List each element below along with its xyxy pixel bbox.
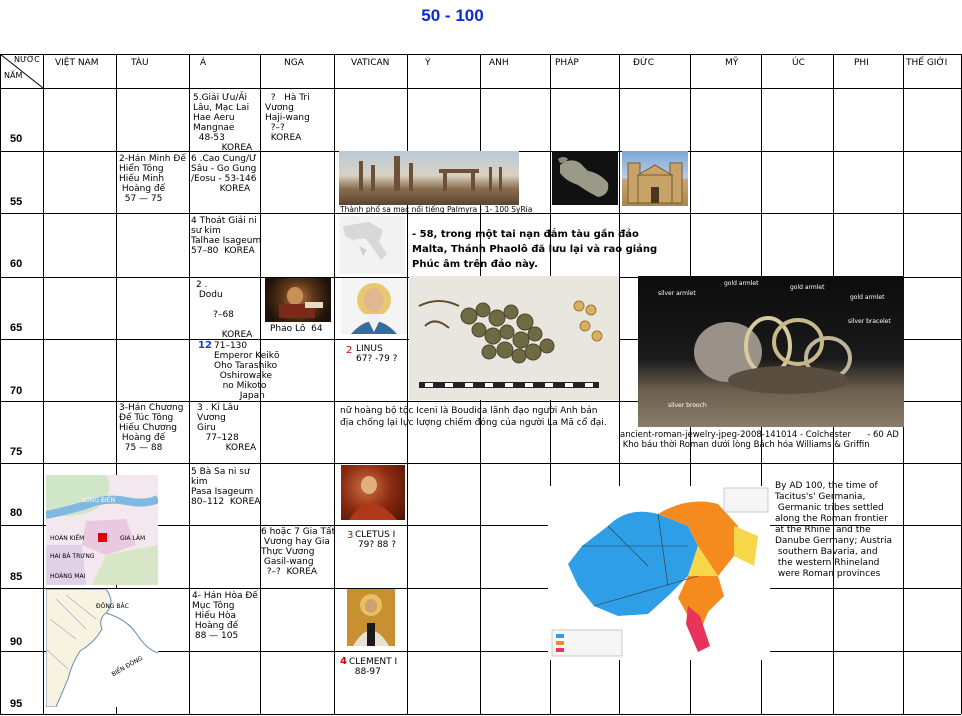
- cell-clement: CLEMENT I 88-97: [349, 657, 398, 677]
- cell-a-japan: [194, 341, 279, 401]
- corner-bottom-label: NĂM: [4, 71, 23, 80]
- linus-number: 2: [346, 345, 353, 356]
- header-11: ÚC: [792, 58, 805, 68]
- grid-column-line: [334, 54, 335, 714]
- year-label: 75: [10, 446, 23, 458]
- map-label-bien-dong: BIỂN ĐÔNG: [110, 654, 145, 679]
- grid-column-line: [43, 54, 44, 714]
- year-label: 70: [10, 385, 23, 397]
- year-label: 55: [10, 196, 23, 208]
- grid-row-line: [0, 714, 961, 715]
- label-silver-bracelet: silver bracelet: [848, 318, 891, 325]
- cell-tau-minh: 2-Hán Minh Đế Hiển Tông Hiếu Minh Hoàng đế 57 — 75: [119, 154, 186, 204]
- japan-text: 71–130 Emperor Keikō Oho Tarashiko Oshirowake no Mikoto Japan: [214, 341, 280, 401]
- cell-nga-1: ? Hà Tri Vương Haji-wang ?–? KOREA: [265, 93, 310, 143]
- cletus-painting: [341, 465, 405, 520]
- map-label-hoang-mai: HOÀNG MAI: [50, 573, 86, 580]
- cell-linus: LINUS 67? -79 ?: [356, 344, 398, 364]
- cell-a-korea-1: 5.Giải Ưu/Ải Lâu, Mạc Lai Hae Aeru Mangnae 48-53 KOREA: [193, 93, 253, 153]
- japan-number: 12: [198, 340, 212, 351]
- north-vietnam-map-image: [46, 589, 158, 707]
- palmyra-photo: [339, 151, 519, 205]
- header-4: NGA: [284, 58, 304, 68]
- header-12: PHI: [854, 58, 869, 68]
- page-title: 50 - 100: [421, 6, 484, 25]
- map-label-gia-lam: GIA LÂM: [120, 535, 146, 542]
- roman-coins-photo: [409, 276, 619, 400]
- label-gold-armlet-1: gold armlet: [724, 280, 759, 287]
- year-label: 60: [10, 258, 23, 270]
- corner-cell: [0, 54, 43, 88]
- paul-painting: [265, 278, 331, 322]
- label-gold-armlet-3: gold armlet: [850, 294, 885, 301]
- header-2: TÀU: [131, 58, 149, 68]
- header-10: MỸ: [725, 58, 739, 68]
- header-3: Á: [200, 58, 207, 68]
- year-label: 50: [10, 133, 23, 145]
- cell-tau-chuong: 3-Hán Chương Đế Túc Tông Hiếu Chương Hoàng đế 75 — 88: [119, 403, 184, 453]
- label-gold-armlet-2: gold armlet: [790, 284, 825, 291]
- malta-note: - 58, trong một tai nạn đắm tàu gần đảo Malta, Thánh Phaolô đã lưu lại và rao giảng Phúc âm trên đảo này.: [412, 229, 658, 270]
- cell-tau-hoa: 4- Hán Hòa Đế Mục Tông Hiếu Hòa Hoàng đế 88 — 105: [192, 591, 258, 641]
- year-label: 90: [10, 636, 23, 648]
- grid-column-line: [189, 54, 190, 714]
- boudica-note: nữ hoàng bộ tộc Iceni là Boudica lãnh đạo người Anh bản địa chống lại lực lượng chiếm đóng của người La Mã cổ đại.: [340, 406, 607, 428]
- palmyra-caption: Thành phố sa mạc nổi tiếng Palmyra - 1- 100 SyRia: [340, 205, 533, 214]
- year-label: 95: [10, 698, 23, 710]
- jewelry-caption: ancient-roman-jewelry-jpeg-2008-141014 - Colchester - 60 AD Kho báu thời Roman dưới lòng Bách hóa Williams & Griffin: [620, 430, 899, 450]
- header-7: ANH: [489, 58, 509, 68]
- map-label-hoan-kiem: HOÀN KIẾM: [50, 535, 85, 542]
- header-9: ĐỨC: [633, 58, 654, 68]
- label-silver-brooch: silver brooch: [668, 402, 707, 409]
- cell-cletus: CLETUS I 79? 88 ?: [355, 530, 397, 550]
- header-6: Ý: [425, 58, 431, 68]
- cell-a-korea-5: 3 . Kỉ Lâu Vương Giru 77–128 KOREA: [197, 403, 257, 453]
- cletus-number: 3: [347, 530, 354, 541]
- label-silver-armlet: silver armlet: [658, 290, 696, 297]
- header-8: PHÁP: [555, 58, 579, 68]
- cell-a-korea-3: 4 Thoát Giải ni sư kim Talhae Isageum 57–80 KOREA: [191, 216, 262, 256]
- clement-icon: [347, 589, 395, 646]
- year-label: 80: [10, 507, 23, 519]
- hanoi-map-image: [46, 475, 158, 585]
- germania-caption: By AD 100, the time of Tacitus's' Germania, Germanic tribes settled along the Roman frontier at the Rhine and the Danube Germany; Austria southern Bavaria, and the western Rhineland were Roman provinces: [775, 481, 893, 579]
- cell-a-korea-6: 5 Bà Sa ni sư kim Pasa Isageum 80–112 KOREA: [191, 467, 261, 507]
- cell-a-korea-2: 6 .Cao Cung/Ư Sâu - Go Gung /Eosu - 53-146 KOREA: [191, 154, 257, 194]
- mediterranean-map-image: [339, 216, 405, 274]
- map-label-hai-ba-trung: HAI BÀ TRƯNG: [50, 553, 95, 560]
- year-label: 65: [10, 322, 23, 334]
- germania-map-image: [548, 486, 770, 660]
- header-1: VIỆT NAM: [55, 58, 99, 68]
- cell-a-korea-4: 2 . Dodu ?–68 KOREA: [196, 280, 253, 340]
- paul-caption: Phao Lô 64: [270, 324, 323, 334]
- cell-nga-2: 6 hoặc 7 Gia Tất Vương hay Gia Thực Vương Gasil-wang ?–? KOREA: [261, 527, 336, 577]
- year-label: 85: [10, 571, 23, 583]
- map-label-dong-bac: ĐÔNG BẮC: [96, 603, 129, 610]
- header-13: THẾ GIỚI: [906, 58, 948, 68]
- linus-portrait: [341, 278, 407, 334]
- clement-number: 4: [340, 656, 347, 667]
- roman-jewelry-photo: [638, 276, 904, 427]
- corner-top-label: NƯỚC: [14, 55, 40, 64]
- header-5: VATICAN: [351, 58, 390, 68]
- map-label-long-bien: LONG BIÊN: [82, 497, 116, 504]
- grid-column-line: [0, 54, 1, 714]
- malta-map-image: [552, 151, 618, 205]
- malta-church-photo: [622, 151, 688, 206]
